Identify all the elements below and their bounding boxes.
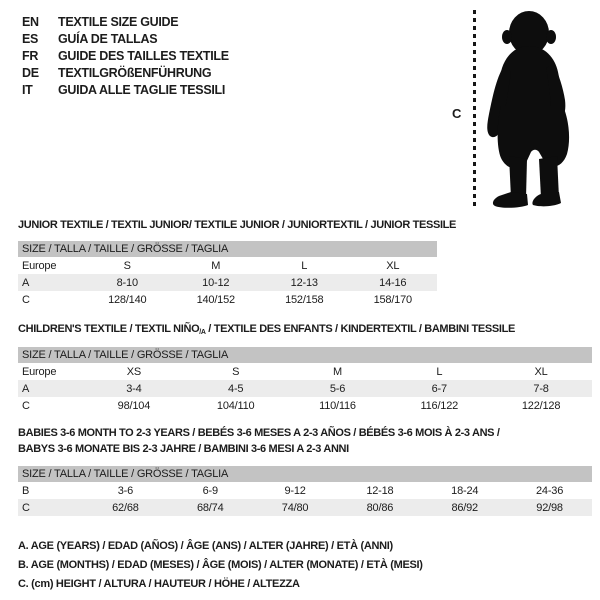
lang-code: FR — [22, 48, 39, 63]
row-label: C — [22, 501, 30, 514]
age-cell: 14-16 — [379, 276, 407, 289]
age-cell: 10-12 — [202, 276, 230, 289]
table-row — [18, 363, 592, 380]
age-cell: 6-7 — [431, 382, 447, 395]
table-row — [18, 380, 592, 397]
age-cell: 24-36 — [535, 484, 564, 497]
junior-size-table — [18, 241, 437, 308]
lang-title: GUÍA DE TALLAS — [58, 31, 158, 46]
row-label: A — [22, 382, 30, 395]
note-c: C. (cm) HEIGHT / ALTURA / HAUTEUR / HÖHE / ALTEZZA — [18, 577, 300, 590]
size-cell: L — [436, 365, 443, 378]
height-cell: 110/116 — [319, 399, 356, 412]
junior-section-title: JUNIOR TEXTILE / TEXTIL JUNIOR/ TEXTILE JUNIOR / JUNIORTEXTIL / JUNIOR TESSILE — [18, 219, 457, 231]
age-cell: 12-13 — [290, 276, 318, 289]
table-row — [18, 499, 592, 516]
height-cell: 104/110 — [216, 399, 255, 412]
children-title-pre: CHILDREN'S TEXTILE / TEXTIL NIÑO — [18, 323, 200, 335]
children-size-table — [18, 347, 592, 414]
size-cell: XL — [534, 365, 548, 378]
height-cell: 128/140 — [108, 293, 147, 306]
table-row — [18, 291, 437, 308]
row-label: B — [22, 484, 30, 497]
age-cell: 18-24 — [451, 484, 479, 497]
height-cell: 98/104 — [117, 399, 151, 412]
size-header-bar: SIZE / TALLA / TAILLE / GRÖSSE / TAGLIA — [18, 241, 437, 257]
lang-title: TEXTILGRÖßENFÜHRUNG — [58, 65, 212, 80]
size-cell: XS — [126, 365, 142, 378]
height-cell: 74/80 — [281, 501, 309, 514]
size-cell: XL — [386, 259, 400, 272]
row-label: Europe — [22, 259, 57, 272]
children-title-post: / TEXTILE DES ENFANTS / KINDERTEXTIL / BAMBINI TESSILE — [205, 323, 515, 335]
row-label: Europe — [22, 365, 57, 378]
row-label: C — [22, 399, 30, 412]
lang-row-en — [22, 13, 229, 30]
size-header-bar: SIZE / TALLA / TAILLE / GRÖSSE / TAGLIA — [18, 347, 592, 363]
children-section-title — [18, 321, 515, 341]
age-cell: 3-6 — [117, 484, 134, 497]
age-cell: 8-10 — [116, 276, 138, 289]
height-cell: 158/170 — [373, 293, 412, 306]
lang-row-fr — [22, 47, 229, 64]
height-measure-dashed-line — [473, 10, 476, 208]
language-title-list — [22, 13, 229, 98]
height-cell: 92/98 — [536, 501, 563, 514]
babies-size-table — [18, 466, 592, 516]
babies-title-line2: BABYS 3-6 MONATE BIS 2-3 JAHRE / BAMBINI 3-6 MESI A 2-3 ANNI — [18, 443, 349, 455]
babies-section-title — [18, 425, 578, 457]
lang-code: IT — [22, 82, 33, 97]
lang-row-es — [22, 30, 229, 47]
size-cell: L — [301, 259, 308, 272]
height-measure-label: C — [452, 106, 462, 121]
lang-code: ES — [22, 31, 39, 46]
lang-row-de — [22, 64, 229, 81]
baby-silhouette-icon — [483, 6, 585, 208]
row-label: C — [22, 293, 30, 306]
age-cell: 7-8 — [533, 382, 549, 395]
age-cell: 6-9 — [202, 484, 218, 497]
height-cell: 116/122 — [420, 399, 459, 412]
age-cell: 12-18 — [366, 484, 394, 497]
note-a: A. AGE (YEARS) / EDAD (AÑOS) / ÂGE (ANS) / ALTER (JAHRE) / ETÀ (ANNI) — [18, 539, 393, 552]
note-b: B. AGE (MONTHS) / EDAD (MESES) / ÂGE (MOIS) / ALTER (MONATE) / ETÀ (MESI) — [18, 558, 423, 571]
height-cell: 152/158 — [285, 293, 324, 306]
height-cell: 80/86 — [366, 501, 394, 514]
babies-title-line1: BABIES 3-6 MONTH TO 2-3 YEARS / BEBÉS 3-6 MESES A 2-3 AÑOS / BÉBÉS 3-6 MOIS À 2-3 ANS / — [18, 427, 500, 439]
table-row — [18, 274, 437, 291]
children-title-subscript: /A — [199, 329, 206, 336]
lang-title: TEXTILE SIZE GUIDE — [58, 14, 179, 29]
height-cell: 86/92 — [451, 501, 478, 514]
size-header-bar: SIZE / TALLA / TAILLE / GRÖSSE / TAGLIA — [18, 466, 592, 482]
age-cell: 9-12 — [284, 484, 306, 497]
lang-title: GUIDE DES TAILLES TEXTILE — [58, 48, 229, 63]
height-cell: 122/128 — [521, 399, 561, 412]
size-cell: M — [333, 365, 342, 378]
height-cell: 140/152 — [196, 293, 235, 306]
lang-code: EN — [22, 14, 39, 29]
age-cell: 3-4 — [126, 382, 142, 395]
size-cell: S — [123, 259, 131, 272]
age-cell: 4-5 — [228, 382, 244, 395]
height-cell: 68/74 — [196, 501, 224, 514]
size-cell: S — [232, 365, 240, 378]
row-label: A — [22, 276, 30, 289]
lang-title: GUIDA ALLE TAGLIE TESSILI — [58, 82, 226, 97]
lang-code: DE — [22, 65, 39, 80]
size-cell: M — [211, 259, 221, 272]
table-row — [18, 482, 592, 499]
lang-row-it — [22, 81, 229, 98]
legend-notes — [18, 536, 423, 593]
table-row — [18, 257, 437, 274]
age-cell: 5-6 — [329, 382, 346, 395]
height-cell: 62/68 — [112, 501, 139, 514]
table-row — [18, 397, 592, 414]
